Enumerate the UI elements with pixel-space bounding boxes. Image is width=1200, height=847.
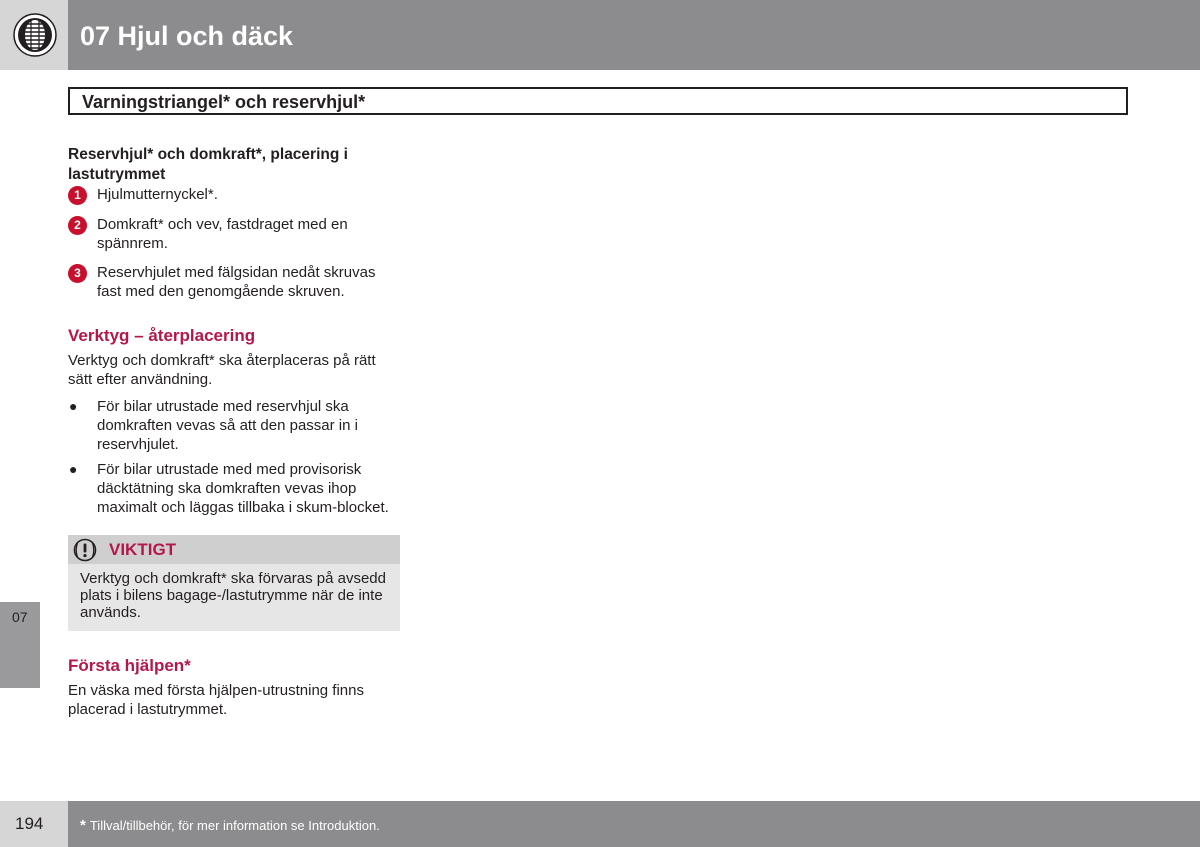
list-item	[68, 263, 403, 301]
important-notice	[68, 535, 400, 631]
bullet-list	[68, 397, 403, 517]
tire-icon	[13, 13, 57, 57]
first-aid-heading: Första hjälpen*	[68, 656, 191, 675]
content-column	[68, 145, 403, 719]
chapter-title: 07 Hjul och däck	[80, 21, 294, 51]
spare-wheel-heading: Reservhjul* och domkraft*, placering i lastutrymmet	[68, 146, 348, 183]
list-item-text: Domkraft* och vev, fastdraget med en spännrem.	[97, 216, 348, 252]
list-item-text: För bilar utrustade med med provisorisk däcktätning ska domkraften vevas ihop maximalt och läggas tillbaka i skum-blocket.	[97, 461, 389, 516]
list-item	[68, 460, 403, 517]
side-tab-label: 07	[12, 609, 28, 625]
list-item	[68, 215, 403, 253]
exclamation-icon	[73, 538, 97, 562]
numbered-list	[68, 185, 403, 301]
list-item	[68, 185, 403, 205]
number-badge: 1	[68, 186, 87, 205]
section-title-box	[68, 87, 1128, 115]
bullet-icon: ●	[69, 398, 78, 414]
footer-bar	[68, 801, 1200, 847]
section-title: Varningstriangel* och reservhjul*	[82, 92, 366, 112]
important-text: Verktyg och domkraft* ska förvaras på avsedd plats i bilens bagage-/lastutrymme när de inte används.	[80, 570, 386, 621]
tools-heading: Verktyg – återplacering	[68, 326, 256, 345]
footnote-text: Tillval/tillbehör, för mer information se Introduktion.	[89, 818, 380, 833]
footer-page-area	[0, 801, 68, 847]
list-item-text: Hjulmutternyckel*.	[97, 186, 218, 203]
important-label: VIKTIGT	[109, 539, 177, 559]
footnote-star: *	[80, 817, 86, 834]
tools-intro: Verktyg och domkraft* ska återplaceras på rätt sätt efter användning.	[68, 352, 376, 388]
header-icon-area	[0, 0, 68, 70]
list-item-text: Reservhjulet med fälgsidan nedåt skruvas fast med den genomgående skruven.	[97, 264, 376, 300]
footnote	[80, 818, 380, 834]
number-badge: 2	[68, 216, 87, 235]
bullet-icon: ●	[69, 461, 78, 477]
list-item	[68, 397, 403, 454]
number-badge: 3	[68, 264, 87, 283]
list-item-text: För bilar utrustade med reservhjul ska domkraften vevas så att den passar in i reservhjulet.	[97, 398, 358, 453]
important-header	[68, 535, 400, 564]
first-aid-text: En väska med första hjälpen-utrustning finns placerad i lastutrymmet.	[68, 682, 364, 718]
chapter-side-tab	[0, 602, 40, 688]
page-number: 194	[15, 814, 44, 833]
